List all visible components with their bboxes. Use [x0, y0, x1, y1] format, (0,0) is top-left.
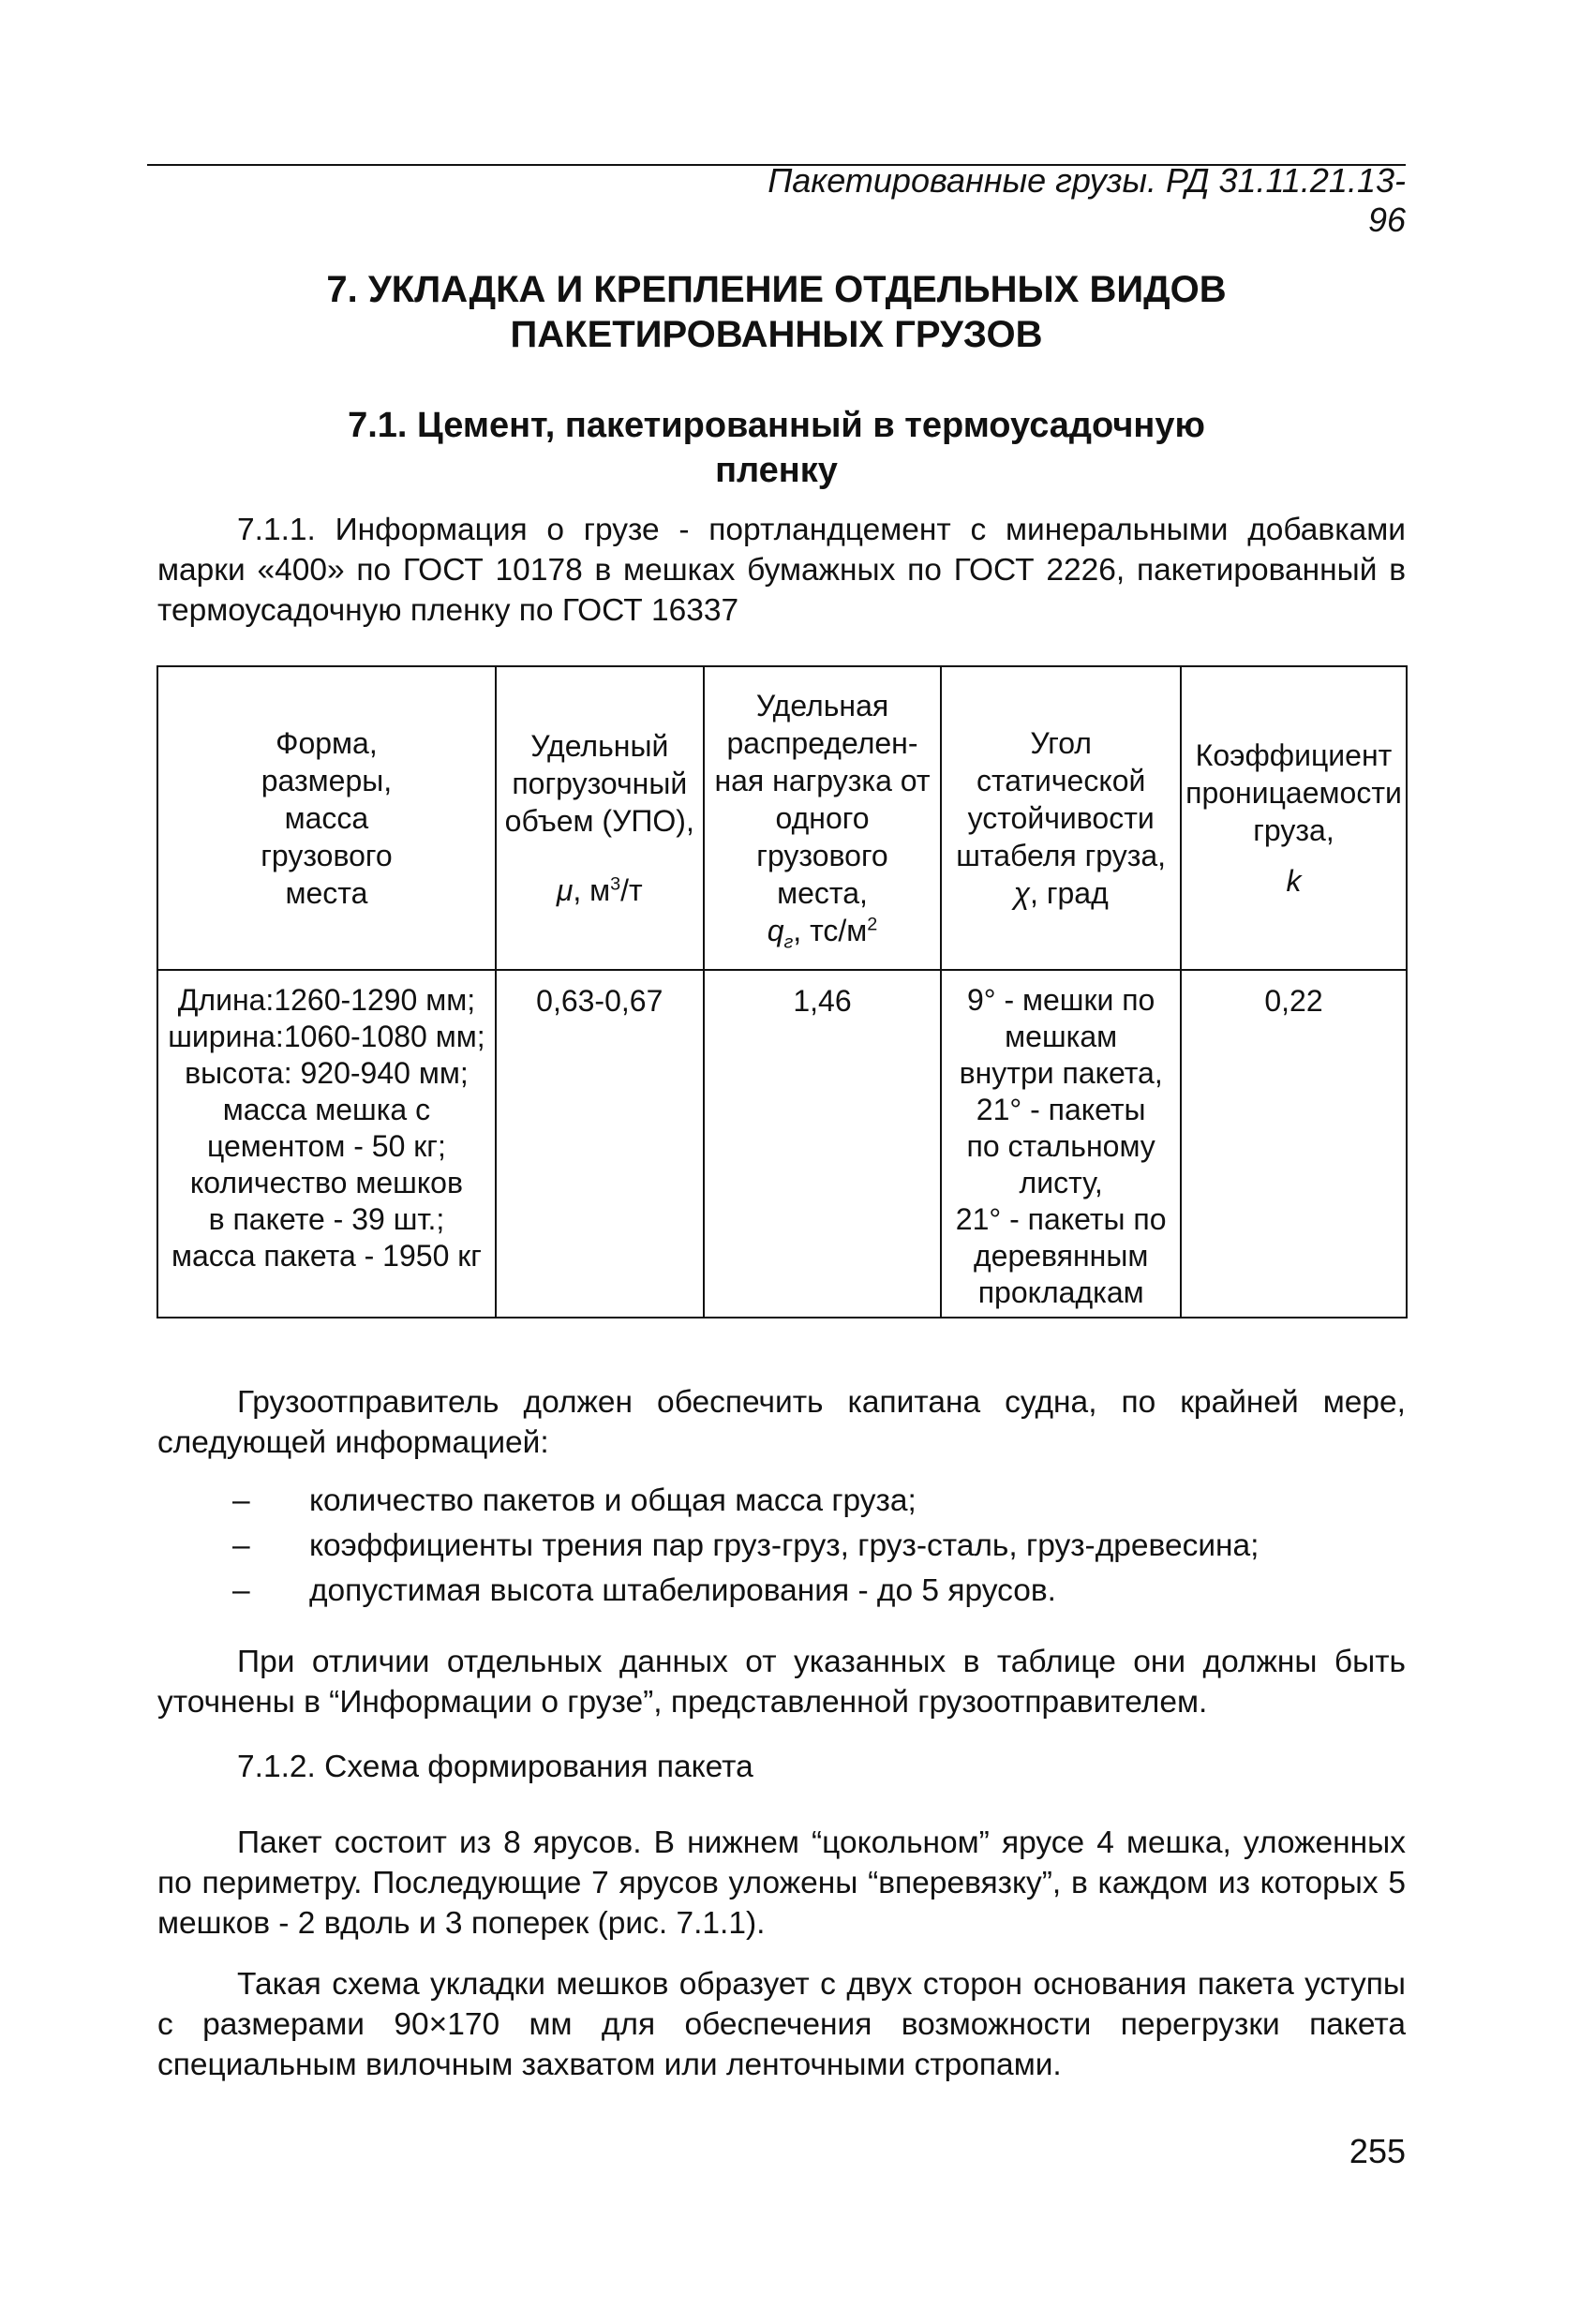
cell-upo: 0,63-0,67	[496, 970, 704, 1318]
cell-dimensions	[157, 970, 496, 1318]
cell-text-line: мешкам	[1005, 1020, 1118, 1053]
cell-text-line: в пакете - 39 шт.;	[208, 1202, 445, 1236]
cell-text-line: масса	[284, 801, 369, 835]
header-lines	[162, 724, 491, 912]
page-number: 255	[1349, 2132, 1406, 2170]
paragraph-7-1-1: 7.1.1. Информация о грузе - портландцемент с минеральными добавками марки «400» по ГОСТ 10178 в мешках бумажных по ГОСТ 2226, пакетированный в термоусадочную пленку по ГОСТ 16337	[157, 513, 1406, 628]
unit-tail: /т	[620, 873, 643, 907]
cell-text-line: грузового	[756, 839, 888, 872]
list-item	[157, 1524, 1406, 1569]
cell-text-line: места	[285, 876, 368, 910]
cell-text-line: масса мешка с	[222, 1093, 431, 1126]
q-symbol: q	[767, 914, 784, 947]
cell-text-line: цементом - 50 кг;	[207, 1129, 446, 1163]
section-title	[147, 267, 1406, 357]
cell-text-line: Форма,	[276, 726, 378, 760]
cell-angle	[941, 970, 1181, 1318]
dash-marker: –	[232, 1483, 250, 1518]
cell-text-line: проницаемости	[1185, 776, 1402, 810]
header-cell-angle	[941, 666, 1181, 970]
paragraph-shipper: Грузоотправитель должен обеспечить капитана судна, по крайней мере, следующей информацией:	[157, 1385, 1406, 1460]
cell-text-line: деревянным	[973, 1239, 1149, 1273]
mu-symbol: μ	[556, 873, 574, 907]
chi-symbol: χ	[1013, 876, 1031, 910]
q-subscript: г	[783, 931, 794, 953]
unit-exponent: 2	[867, 914, 878, 935]
cell-text-line: количество мешков	[189, 1166, 463, 1199]
cell-coefficient: 0,22	[1181, 970, 1407, 1318]
cell-text-line: 21° - пакеты	[976, 1093, 1146, 1126]
header-lines	[1185, 737, 1402, 849]
cell-text-line: прокладкам	[977, 1275, 1144, 1309]
table-row	[157, 970, 1407, 1318]
cell-text-line: ширина:1060-1080 мм;	[168, 1020, 485, 1053]
list-item-text: количество пакетов и общая масса груза;	[309, 1483, 917, 1518]
subsection-title	[147, 403, 1406, 493]
header-unit-line	[708, 912, 937, 953]
cell-text-line: одного	[775, 801, 870, 835]
paragraph-packet: Пакет состоит из 8 ярусов. В нижнем “цокольном” ярусе 4 мешка, уложенных по периметру. Последующие 7 ярусов уложены “вперевязку”, в каждом из которых 5 мешков - 2 вдоль и 3 поперек (рис. 7.1.1).	[157, 1825, 1406, 1941]
cell-text-line: внутри пакета,	[959, 1056, 1163, 1090]
header-cell-form	[157, 666, 496, 970]
cell-text-line: устойчивости	[967, 801, 1155, 835]
table-header-row	[157, 666, 1407, 970]
cell-text-line: масса пакета - 1950 кг	[171, 1239, 482, 1273]
cell-text-line: Коэффициент	[1195, 738, 1393, 772]
cell-text-line: ная нагрузка от	[714, 764, 931, 797]
requirements-list	[157, 1479, 1406, 1614]
k-symbol: k	[1286, 864, 1302, 898]
header-lines	[708, 687, 937, 912]
header-cell-load	[704, 666, 942, 970]
cell-text-line: 9° - мешки по	[966, 983, 1155, 1017]
cell-text-line: объем (УПО),	[504, 804, 694, 838]
cell-text-line: по стальному	[966, 1129, 1155, 1163]
cell-text-line: Длина:1260-1290 мм;	[177, 983, 476, 1017]
header-lines	[500, 727, 699, 840]
unit-text: , град	[1030, 876, 1109, 910]
cell-text-line: листу,	[1019, 1166, 1103, 1199]
cell-text-line: Удельная	[755, 689, 889, 723]
cell-text-line: груза,	[1253, 813, 1334, 847]
cell-text-line: статической	[976, 764, 1146, 797]
subsection-title-line-2: пленку	[715, 451, 838, 490]
header-cell-upo	[496, 666, 704, 970]
cell-text-line: погрузочный	[512, 767, 688, 800]
header-lines	[946, 724, 1176, 874]
header-unit-line	[500, 872, 699, 909]
dash-marker: –	[232, 1528, 250, 1563]
dash-marker: –	[232, 1573, 250, 1608]
subsection-title-line-1: 7.1. Цемент, пакетированный в термоусадочную	[348, 406, 1205, 445]
header-unit-line	[946, 874, 1176, 912]
cargo-table	[157, 665, 1408, 1318]
cell-text-line: грузового	[261, 839, 393, 872]
paragraph-scheme: Такая схема укладки мешков образует с двух сторон основания пакета уступы с размерами 90×170 мм для обеспечения возможности перегрузки пакета специальным вилочным захватом или ленточными стропами.	[157, 1967, 1406, 2082]
running-head: Пакетированные грузы. РД 31.11.21.13-96	[768, 161, 1406, 239]
list-item-text: коэффициенты трения пар груз-груз, груз-сталь, груз-древесина;	[309, 1528, 1260, 1563]
section-title-line-1: 7. УКЛАДКА И КРЕПЛЕНИЕ ОТДЕЛЬНЫХ ВИДОВ	[326, 269, 1227, 310]
unit-text: , м	[573, 873, 611, 907]
cell-text-line: распределен-	[726, 726, 918, 760]
cell-lines	[162, 982, 491, 1274]
paragraph-7-1-2: 7.1.2. Схема формирования пакета	[237, 1750, 753, 1784]
list-item-text: допустимая высота штабелирования - до 5 ярусов.	[309, 1573, 1056, 1608]
cell-load: 1,46	[704, 970, 942, 1318]
header-rule	[147, 164, 1406, 166]
cell-text-line: 21° - пакеты по	[955, 1202, 1167, 1236]
paragraph-difference: При отличии отдельных данных от указанных в таблице они должны быть уточнены в “Информации о грузе”, представленной грузоотправителем.	[157, 1645, 1406, 1720]
cell-lines	[946, 982, 1176, 1311]
cell-text-line: Удельный	[530, 729, 669, 763]
cell-text-line: места,	[777, 876, 868, 910]
cell-text-line: размеры,	[261, 764, 393, 797]
cell-text-line: штабеля груза,	[956, 839, 1167, 872]
list-item	[157, 1479, 1406, 1524]
cell-text-line: высота: 920-940 мм;	[185, 1056, 469, 1090]
unit-text: , тс/м	[793, 914, 868, 947]
cell-text-line: Угол	[1030, 726, 1092, 760]
list-item	[157, 1569, 1406, 1614]
header-cell-coefficient	[1181, 666, 1407, 970]
unit-exponent: 3	[610, 873, 621, 895]
section-title-line-2: ПАКЕТИРОВАННЫХ ГРУЗОВ	[510, 314, 1043, 355]
